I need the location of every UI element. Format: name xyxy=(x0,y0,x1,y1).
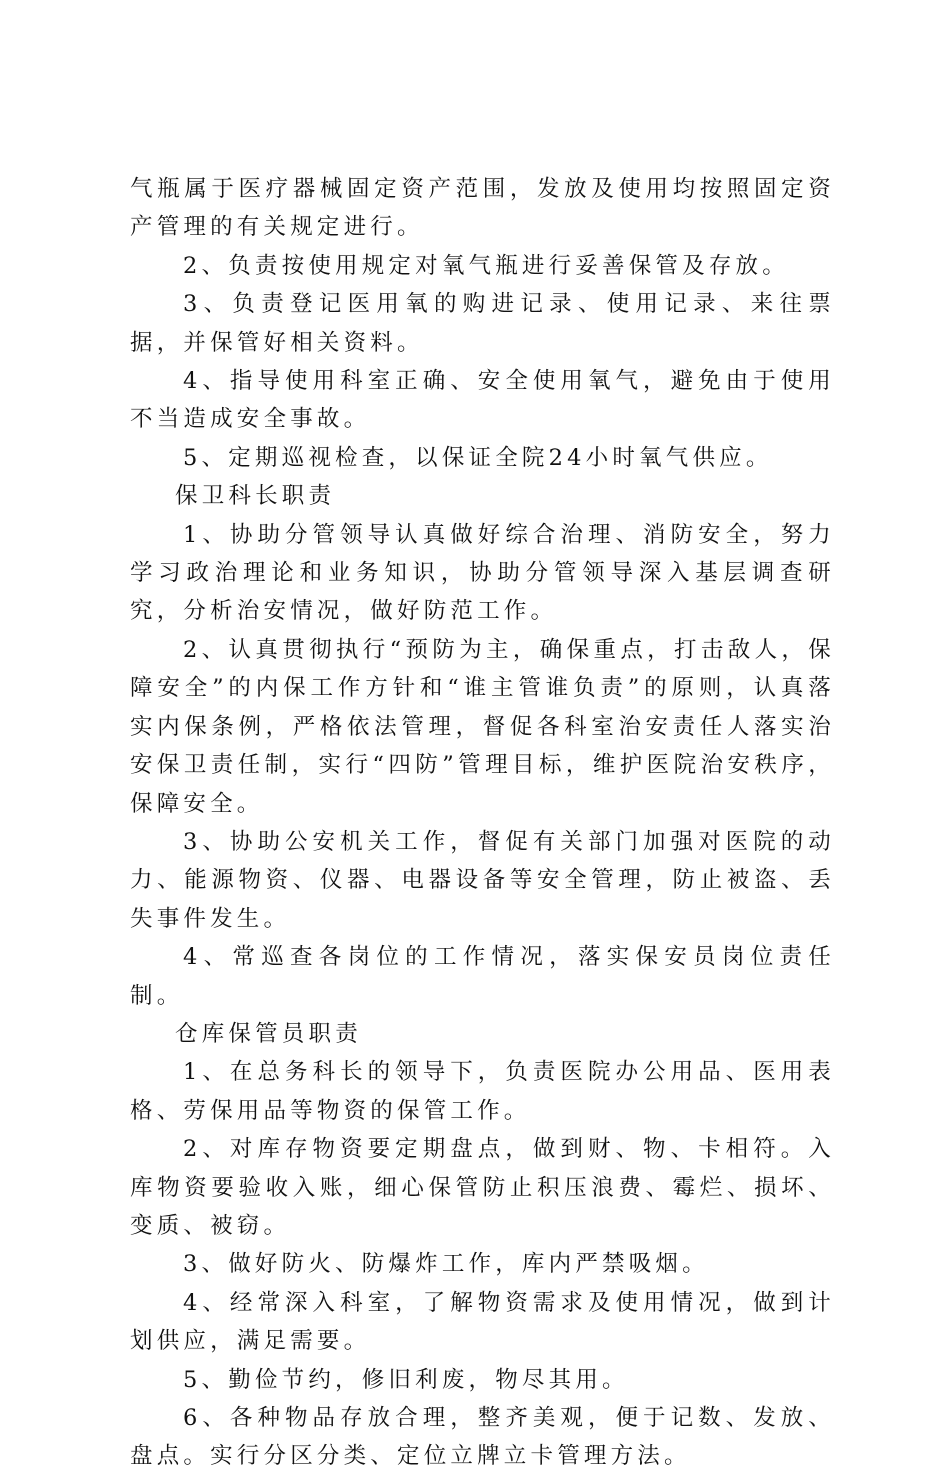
list-item-oxygen-records: 3、负责登记医用氧的购进记录、使用记录、来往票据，并保管好相关资料。 xyxy=(130,291,835,356)
list-item-warehouse-2: 2、对库存物资要定期盘点，做到财、物、卡相符。入库物资要验收入账，细心保管防止积压浪费、霉烂、损坏、变质、被窃。 xyxy=(130,1136,835,1239)
list-item-security-4: 4、常巡查各岗位的工作情况，落实保安员岗位责任制。 xyxy=(130,944,835,1009)
list-item-warehouse-1: 1、在总务科长的领导下，负责医院办公用品、医用表格、劳保用品等物资的保管工作。 xyxy=(130,1059,835,1124)
list-item-oxygen-inspection: 5、定期巡视检查，以保证全院24小时氧气供应。 xyxy=(183,444,773,471)
list-item-oxygen-storage: 2、负责按使用规定对氧气瓶进行妥善保管及存放。 xyxy=(183,252,789,279)
paragraph-continuation: 气瓶属于医疗器械固定资产范围，发放及使用均按照固定资产管理的有关规定进行。 xyxy=(130,176,835,241)
list-item-warehouse-5: 5、勤俭节约，修旧利废，物尽其用。 xyxy=(183,1366,629,1393)
document-body xyxy=(130,170,835,1476)
list-item-security-1: 1、协助分管领导认真做好综合治理、消防安全，努力学习政治理论和业务知识，协助分管领导深入基层调查研究，分析治安情况，做好防范工作。 xyxy=(130,521,835,625)
section-heading-security-chief: 保卫科长职责 xyxy=(175,483,336,510)
list-item-warehouse-6: 6、各种物品存放合理，整齐美观，便于记数、发放、盘点。实行分区分类、定位立牌立卡管理方法。 xyxy=(130,1405,835,1470)
list-item-oxygen-guidance: 4、指导使用科室正确、安全使用氧气，避免由于使用不当造成安全事故。 xyxy=(130,368,835,433)
list-item-warehouse-3: 3、做好防火、防爆炸工作，库内严禁吸烟。 xyxy=(183,1251,709,1278)
list-item-warehouse-4: 4、经常深入科室，了解物资需求及使用情况，做到计划供应，满足需要。 xyxy=(130,1289,835,1355)
list-item-security-2: 2、认真贯彻执行“预防为主，确保重点，打击敌人，保障安全”的内保工作方针和“谁主管谁负责”的原则，认真落实内保条例，严格依法管理，督促各科室治安责任人落实治安保卫责任制，实行“四防”管理目标，维护医院治安秩序，保障安全。 xyxy=(130,636,835,817)
list-item-security-3: 3、协助公安机关工作，督促有关部门加强对医院的动力、能源物资、仪器、电器设备等安全管理，防止被盗、丢失事件发生。 xyxy=(130,828,835,932)
section-heading-warehouse-keeper: 仓库保管员职责 xyxy=(175,1020,362,1047)
